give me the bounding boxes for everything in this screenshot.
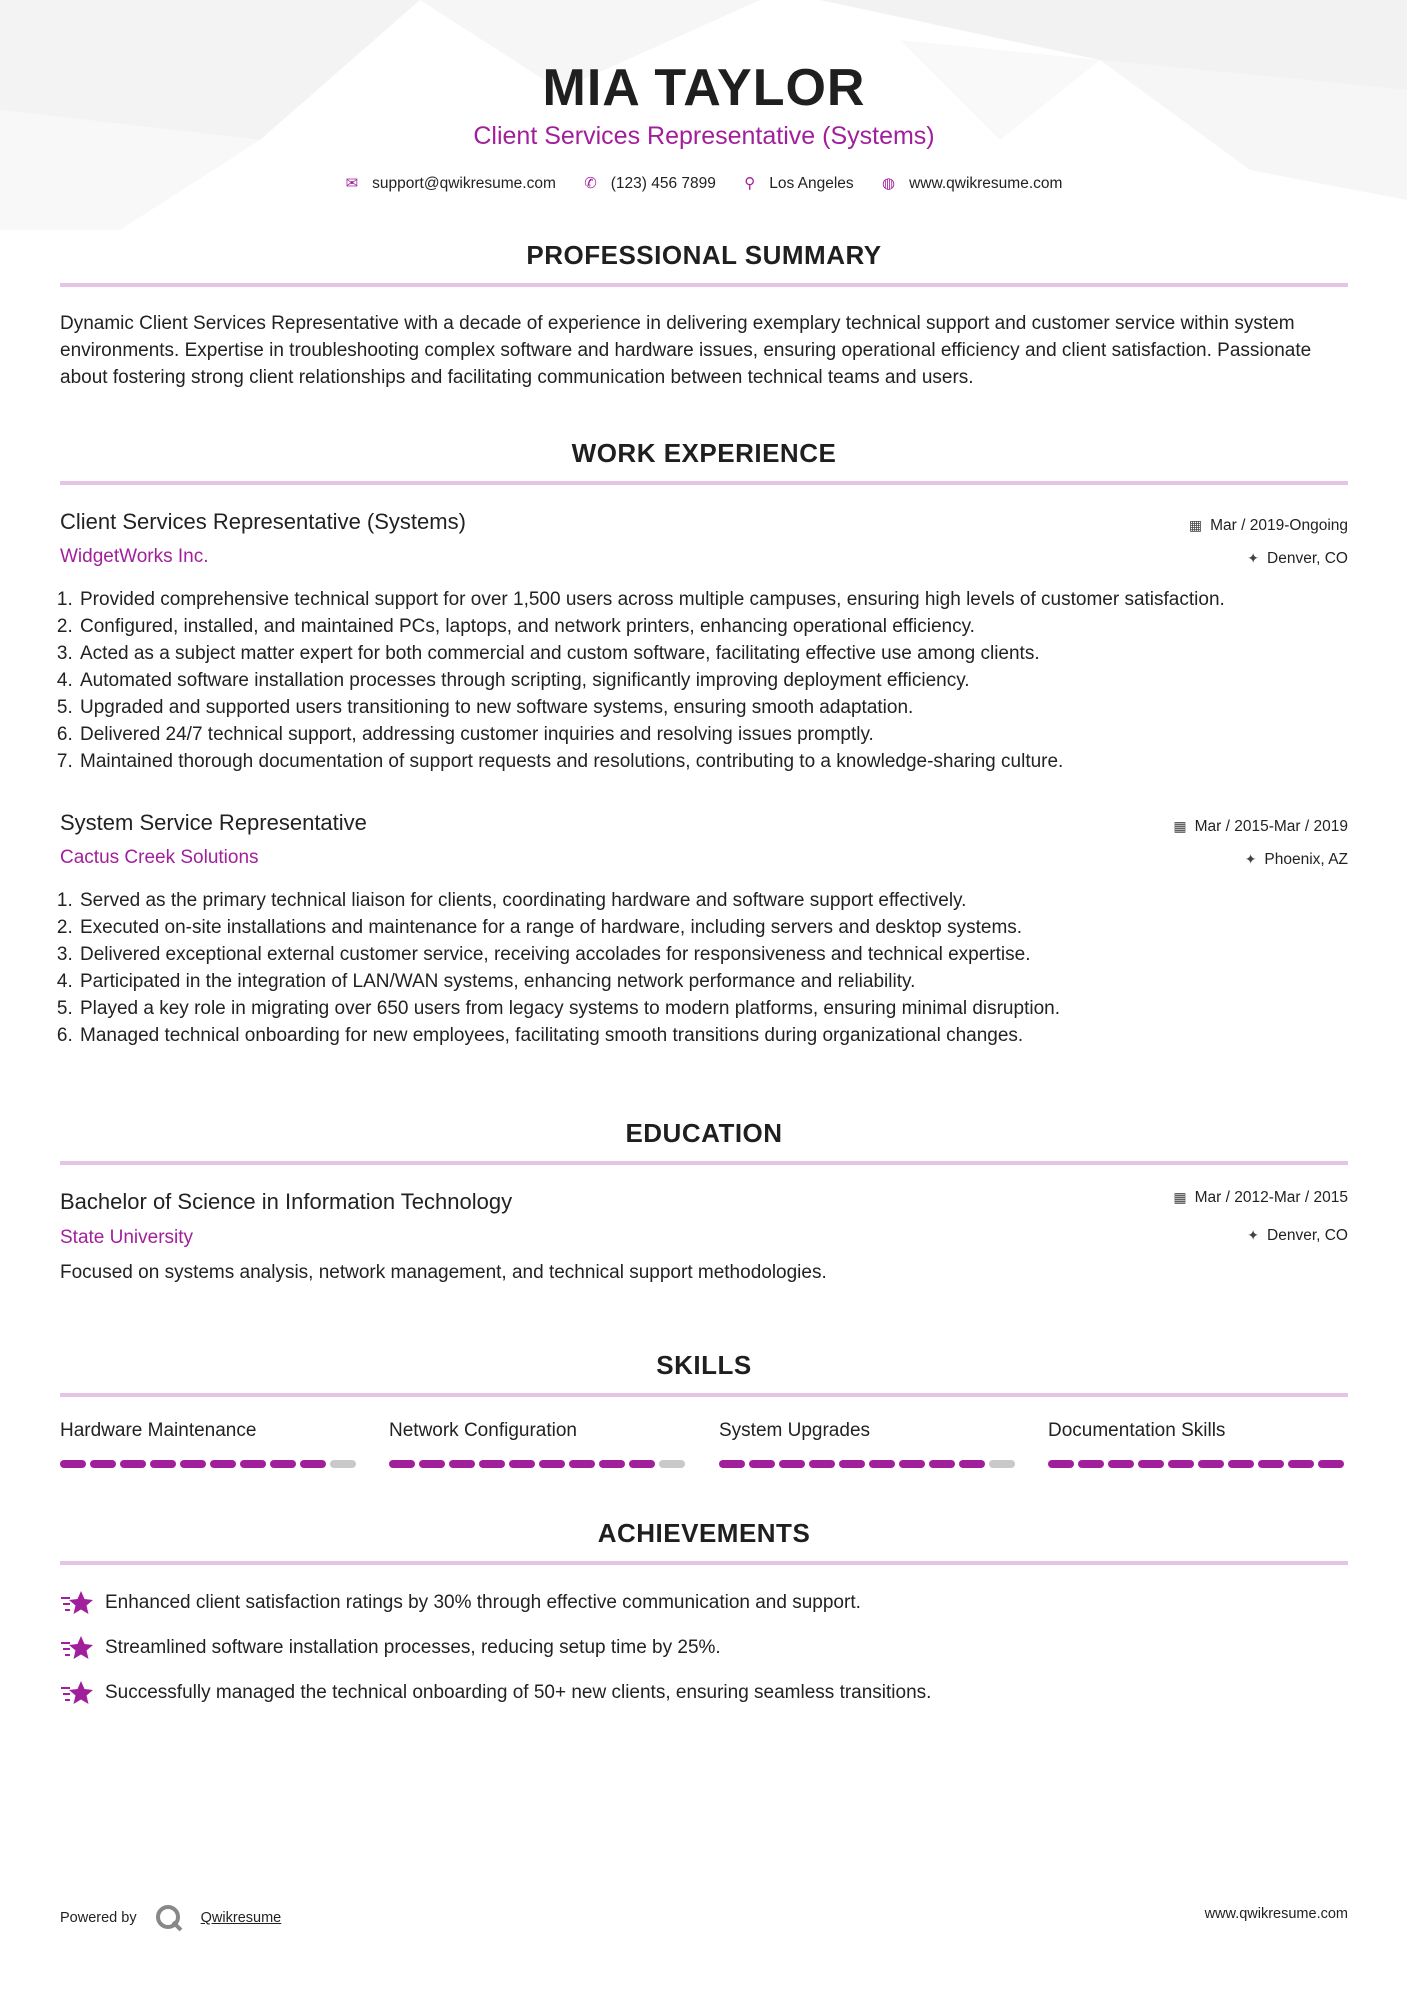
skill-segment-filled xyxy=(869,1460,895,1468)
skill-segment-empty xyxy=(989,1460,1015,1468)
list-item: 4. Participated in the integration of LAN/WAN systems, enhancing network performance and reliability. xyxy=(78,968,1348,995)
skill-segment-filled xyxy=(300,1460,326,1468)
phone-icon: ✆ xyxy=(584,175,597,192)
section-divider xyxy=(60,1393,1348,1397)
section-divider xyxy=(60,1561,1348,1565)
section-title-experience: WORK EXPERIENCE xyxy=(571,438,837,468)
job-company: Cactus Creek Solutions xyxy=(60,847,259,868)
section-title-education: EDUCATION xyxy=(625,1118,783,1148)
section-divider xyxy=(60,1161,1348,1165)
footer-powered-by xyxy=(60,1904,281,1932)
footer-website[interactable]: www.qwikresume.com xyxy=(1204,1906,1348,1922)
skill-segment-filled xyxy=(1288,1460,1314,1468)
skill-segment-filled xyxy=(449,1460,475,1468)
skill-segment-empty xyxy=(330,1460,356,1468)
skill-segment-filled xyxy=(240,1460,266,1468)
contact-bar xyxy=(60,174,1348,193)
list-item: 5. Played a key role in migrating over 650 users from legacy systems to modern platforms, ensuring minimal disruption. xyxy=(78,995,1348,1022)
skill-segment-filled xyxy=(809,1460,835,1468)
skill-segment-filled xyxy=(929,1460,955,1468)
skill-segment-filled xyxy=(839,1460,865,1468)
skill-segment-filled xyxy=(479,1460,505,1468)
qwikresume-logo-icon xyxy=(155,1904,183,1932)
list-item: 2. Executed on-site installations and maintenance for a range of hardware, including servers and desktop systems. xyxy=(78,914,1348,941)
section-title-skills: SKILLS xyxy=(656,1350,752,1380)
job-company: WidgetWorks Inc. xyxy=(60,546,209,567)
section-title-summary: PROFESSIONAL SUMMARY xyxy=(526,240,882,270)
map-pin-icon: ⚲ xyxy=(744,175,756,192)
skill-segment-filled xyxy=(1318,1460,1344,1468)
skill-segment-filled xyxy=(150,1460,176,1468)
skill-segment-filled xyxy=(1048,1460,1074,1468)
candidate-name: MIA TAYLOR xyxy=(542,59,866,117)
skill-segment-filled xyxy=(1228,1460,1254,1468)
education-dates: ▦ Mar / 2012-Mar / 2015 xyxy=(1173,1189,1348,1206)
job-location: ✦ Denver, CO xyxy=(1247,550,1348,567)
list-item: 3. Acted as a subject matter expert for both commercial and custom software, facilitating effective use among clients. xyxy=(78,640,1348,667)
skill-segment-filled xyxy=(899,1460,925,1468)
skill-segment-empty xyxy=(659,1460,685,1468)
education-school: State University xyxy=(60,1227,194,1248)
job-dates: ▦ Mar / 2019-Ongoing xyxy=(1188,517,1348,534)
calendar-icon: ▦ xyxy=(1173,1189,1187,1205)
skill-segment-filled xyxy=(959,1460,985,1468)
skill-segment-filled xyxy=(90,1460,116,1468)
pin-icon: ✦ xyxy=(1244,851,1257,867)
skill-segment-filled xyxy=(1138,1460,1164,1468)
skill-segment-filled xyxy=(719,1460,745,1468)
skill-segment-filled xyxy=(180,1460,206,1468)
envelope-icon: ✉ xyxy=(345,175,359,192)
skill-item xyxy=(1048,1420,1348,1442)
contact-location: ⚲ Los Angeles xyxy=(744,175,854,192)
list-item: 5. Upgraded and supported users transitioning to new software systems, ensuring smooth adaptation. xyxy=(78,694,1348,721)
achievement-text: Enhanced client satisfaction ratings by 30% through effective communication and support. xyxy=(105,1592,861,1613)
skill-rating xyxy=(60,1460,360,1468)
skill-segment-filled xyxy=(210,1460,236,1468)
list-item: 7. Maintained thorough documentation of support requests and resolutions, contributing to a knowledge-sharing culture. xyxy=(78,748,1348,775)
job-title: Client Services Representative (Systems) xyxy=(60,509,466,534)
achievement-text: Streamlined software installation processes, reducing setup time by 25%. xyxy=(105,1637,721,1658)
job-title: System Service Representative xyxy=(60,810,367,835)
education-degree: Bachelor of Science in Information Technology xyxy=(60,1189,513,1214)
education-location: ✦ Denver, CO xyxy=(1247,1227,1348,1244)
skill-rating xyxy=(389,1460,689,1468)
contact-website[interactable]: ◍ www.qwikresume.com xyxy=(882,175,1063,192)
education-description: Focused on systems analysis, network management, and technical support methodologies. xyxy=(60,1262,827,1283)
skill-segment-filled xyxy=(539,1460,565,1468)
skill-segment-filled xyxy=(509,1460,535,1468)
skill-segment-filled xyxy=(1168,1460,1194,1468)
globe-icon: ◍ xyxy=(882,175,896,192)
skill-segment-filled xyxy=(629,1460,655,1468)
list-item: 6. Managed technical onboarding for new employees, facilitating smooth transitions during organizational changes. xyxy=(78,1022,1348,1049)
skill-segment-filled xyxy=(60,1460,86,1468)
summary-text: Dynamic Client Services Representative with a decade of experience in delivering exemplary technical support and customer service within system environments. Expertise in troubleshooting complex software and hardware issues, ensuring operational efficiency and client satisfaction. Passionate about fostering strong client relationships and facilitating communication between technical teams and users. xyxy=(60,313,1312,388)
skill-segment-filled xyxy=(1108,1460,1134,1468)
skill-segment-filled xyxy=(419,1460,445,1468)
calendar-icon: ▦ xyxy=(1173,818,1187,834)
shooting-star-icon xyxy=(60,1588,94,1618)
qwikresume-link[interactable]: Qwikresume xyxy=(200,1909,282,1926)
skill-item xyxy=(719,1420,1019,1442)
skill-label: Hardware Maintenance xyxy=(60,1420,257,1441)
section-title-achievements: ACHIEVEMENTS xyxy=(597,1518,811,1548)
skill-segment-filled xyxy=(1078,1460,1104,1468)
section-divider xyxy=(60,283,1348,287)
list-item: 4. Automated software installation processes through scripting, significantly improving deployment efficiency. xyxy=(78,667,1348,694)
achievement-text: Successfully managed the technical onboarding of 50+ new clients, ensuring seamless transitions. xyxy=(105,1682,932,1703)
skill-segment-filled xyxy=(389,1460,415,1468)
job-responsibilities xyxy=(60,586,1348,775)
shooting-star-icon xyxy=(60,1678,94,1708)
job-dates: ▦ Mar / 2015-Mar / 2019 xyxy=(1173,818,1348,835)
skill-segment-filled xyxy=(749,1460,775,1468)
skill-rating xyxy=(1048,1460,1348,1468)
list-item: 1. Provided comprehensive technical support for over 1,500 users across multiple campuses, ensuring high levels of customer satisfaction. xyxy=(78,586,1348,613)
powered-by-label: Powered by xyxy=(60,1909,137,1926)
calendar-icon: ▦ xyxy=(1188,517,1203,533)
pin-icon: ✦ xyxy=(1247,550,1260,566)
pin-icon: ✦ xyxy=(1247,1227,1260,1243)
section-divider xyxy=(60,481,1348,485)
list-item: 1. Served as the primary technical liaison for clients, coordinating hardware and software support effectively. xyxy=(78,887,1348,914)
skill-rating xyxy=(719,1460,1019,1468)
contact-email[interactable]: ✉ support@qwikresume.com xyxy=(345,175,556,192)
candidate-role: Client Services Representative (Systems) xyxy=(473,122,935,150)
list-item: 2. Configured, installed, and maintained PCs, laptops, and network printers, enhancing operational efficiency. xyxy=(78,613,1348,640)
job-responsibilities xyxy=(60,887,1348,1049)
skill-item xyxy=(389,1420,689,1442)
skill-item xyxy=(60,1420,360,1442)
shooting-star-icon xyxy=(60,1633,94,1663)
job-location: ✦ Phoenix, AZ xyxy=(1244,851,1348,868)
skill-segment-filled xyxy=(599,1460,625,1468)
skill-segment-filled xyxy=(120,1460,146,1468)
contact-phone[interactable]: ✆ (123) 456 7899 xyxy=(584,175,716,192)
skill-segment-filled xyxy=(779,1460,805,1468)
skill-segment-filled xyxy=(1258,1460,1284,1468)
skill-segment-filled xyxy=(270,1460,296,1468)
list-item: 6. Delivered 24/7 technical support, addressing customer inquiries and resolving issues promptly. xyxy=(78,721,1348,748)
skill-label: System Upgrades xyxy=(719,1420,871,1441)
skill-label: Network Configuration xyxy=(389,1420,577,1441)
skill-segment-filled xyxy=(569,1460,595,1468)
skill-label: Documentation Skills xyxy=(1048,1420,1226,1441)
list-item: 3. Delivered exceptional external customer service, receiving accolades for responsiveness and technical expertise. xyxy=(78,941,1348,968)
skill-segment-filled xyxy=(1198,1460,1224,1468)
